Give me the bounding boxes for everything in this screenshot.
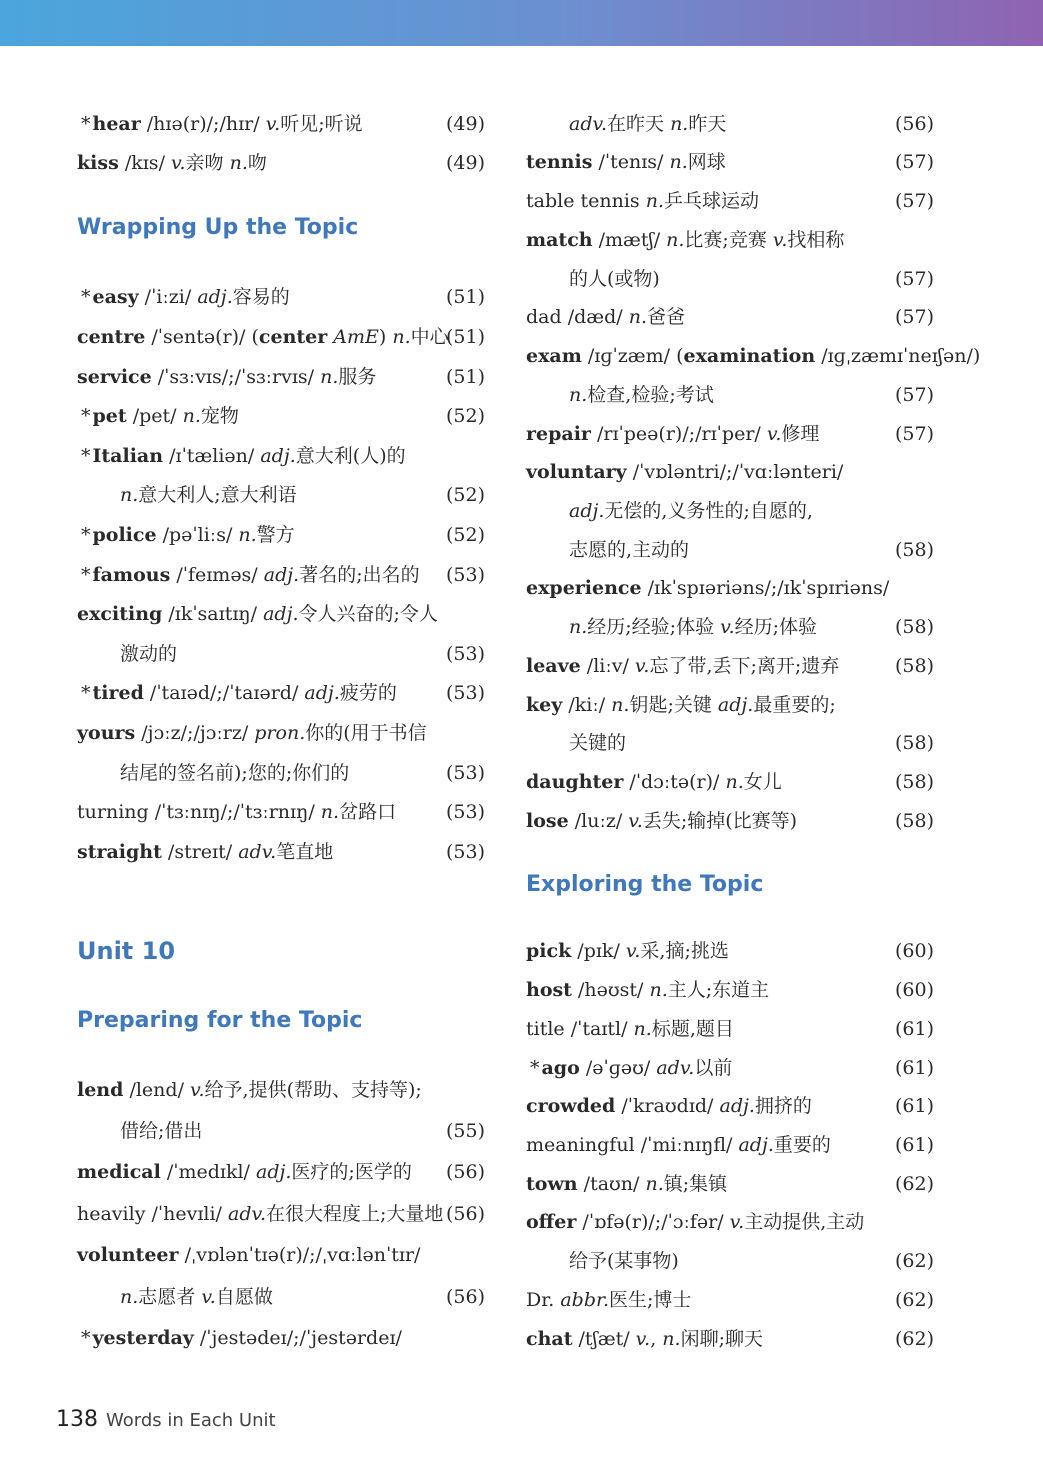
section-heading-wrapping: Wrapping Up the Topic [77, 215, 359, 240]
entry-yours-cont: 结尾的签名前);您的;你们的 (53) [120, 762, 485, 784]
entry-exciting: exciting /ɪkˈsaɪtɪŋ/ adj.令人兴奋的;令人 [77, 603, 438, 625]
entry-dad: dad /dæd/ n.爸爸 (57) [526, 306, 934, 328]
entry-easy: * easy /ˈiːzi/ adj.容易的 (51) [81, 286, 485, 308]
entry-italian: * Italian /ɪˈtæliən/ adj.意大利(人)的 [81, 445, 406, 467]
entry-experience: experience /ɪkˈspɪəriəns/;/ɪkˈspɪriəns/ [526, 577, 890, 599]
entry-lose: lose /luːz/ v.丢失;输掉(比赛等) (58) [526, 810, 934, 832]
entry-ago: * ago /əˈɡəʊ/ adv.以前 (61) [530, 1057, 934, 1079]
entry-pet: * pet /pet/ n.宠物 (52) [81, 405, 485, 427]
entry-exciting-cont: 激动的 (53) [120, 643, 485, 665]
unit-heading: Unit 10 [77, 937, 176, 965]
entry-yesterday: * yesterday /ˈjestədeɪ/;/ˈjestərdeɪ/ [81, 1327, 402, 1349]
entry-volunteer-cont: n.志愿者 v.自愿做 (56) [120, 1286, 485, 1308]
page-number: 138 [56, 1407, 98, 1432]
entry-volunteer: volunteer /ˌvɒlənˈtɪə(r)/;/ˌvɑːlənˈtɪr/ [77, 1244, 421, 1266]
footer-title: Words in Each Unit [106, 1410, 276, 1431]
entry-yesterday-cont: adv.在昨天 n.昨天 (56) [569, 113, 934, 135]
entry-offer: offer /ˈɒfə(r)/;/ˈɔːfər/ v.主动提供,主动 [526, 1211, 865, 1233]
entry-dr: Dr. abbr.医生;博士 (62) [526, 1289, 934, 1311]
entry-police: * police /pəˈliːs/ n.警方 (52) [81, 524, 485, 546]
entry-leave: leave /liːv/ v.忘了带,丢下;离开;遗弃 (58) [526, 655, 934, 677]
entry-voluntary-cont: adj.无偿的,义务性的;自愿的, [569, 500, 813, 522]
entry-exam-cont: n.检查,检验;考试 (57) [569, 384, 934, 406]
entry-voluntary-cont-2: 志愿的,主动的 (58) [569, 539, 934, 561]
entry-experience-cont: n.经历;经验;体验 v.经历;体验 (58) [569, 616, 934, 638]
entry-repair: repair /rɪˈpeə(r)/;/rɪˈper/ v.修理 (57) [526, 423, 934, 445]
entry-straight: straight /streɪt/ adv.笔直地 (53) [77, 841, 485, 863]
entry-pick: pick /pɪk/ v.采,摘;挑选 (60) [526, 940, 934, 962]
entry-voluntary: voluntary /ˈvɒləntri/;/ˈvɑːlənteri/ [526, 461, 844, 483]
entry-daughter: daughter /ˈdɔːtə(r)/ n.女儿 (58) [526, 771, 934, 793]
entry-match-cont: 的人(或物) (57) [569, 268, 934, 290]
entry-heavily: heavily /ˈhevɪli/ adv.在很大程度上;大量地 (56) [77, 1203, 485, 1225]
top-gradient-bar [0, 0, 1043, 46]
entry-famous: * famous /ˈfeɪməs/ adj.著名的;出名的 (53) [81, 564, 485, 586]
section-heading-preparing: Preparing for the Topic [77, 1008, 363, 1033]
entry-turning: turning /ˈtɜːnɪŋ/;/ˈtɜːrnɪŋ/ n.岔路口 (53) [77, 801, 485, 823]
entry-kiss: kiss /kɪs/ v.亲吻 n.吻 (49) [77, 152, 485, 174]
entry-tennis: tennis /ˈtenɪs/ n.网球 (57) [526, 151, 934, 173]
entry-host: host /həʊst/ n.主人;东道主 (60) [526, 979, 934, 1001]
entry-match: match /mætʃ/ n.比赛;竞赛 v.找相称 [526, 229, 845, 251]
page-footer [56, 1404, 276, 1436]
entry-town: town /taʊn/ n.镇;集镇 (62) [526, 1173, 934, 1195]
entry-meaningful: meaningful /ˈmiːnɪŋfl/ adj.重要的 (61) [526, 1134, 934, 1156]
entry-lend-cont: 借给;借出 (55) [120, 1120, 485, 1142]
entry-key-cont: 关键的 (58) [569, 732, 934, 754]
entry-crowded: crowded /ˈkraʊdɪd/ adj.拥挤的 (61) [526, 1095, 934, 1117]
entry-medical: medical /ˈmedɪkl/ adj.医疗的;医学的 (56) [77, 1161, 485, 1183]
entry-exam: exam /ɪɡˈzæm/ (examination /ɪɡˌzæmɪˈneɪʃən/) [526, 345, 981, 367]
entry-chat: chat /tʃæt/ v., n.闲聊;聊天 (62) [526, 1328, 934, 1350]
entry-hear: * hear /hɪə(r)/;/hɪr/ v.听见;听说 (49) [81, 113, 485, 135]
entry-service: service /ˈsɜːvɪs/;/ˈsɜːrvɪs/ n.服务 (51) [77, 366, 485, 388]
entry-lend: lend /lend/ v.给予,提供(帮助、支持等); [77, 1079, 422, 1101]
entry-offer-cont: 给予(某事物) (62) [569, 1250, 934, 1272]
entry-table-tennis: table tennis n.乒乓球运动 (57) [526, 190, 934, 212]
entry-key: key /kiː/ n.钥匙;关键 adj.最重要的; [526, 694, 836, 716]
entry-title: title /ˈtaɪtl/ n.标题,题目 (61) [526, 1018, 934, 1040]
entry-italian-cont: n.意大利人;意大利语 (52) [120, 484, 485, 506]
section-heading-exploring: Exploring the Topic [526, 872, 764, 897]
entry-yours: yours /jɔːz/;/jɔːrz/ pron.你的(用于书信 [77, 722, 427, 744]
entry-centre: centre /ˈsentə(r)/ (center AmE) n.中心 (51) [77, 326, 485, 348]
entry-tired: * tired /ˈtaɪəd/;/ˈtaɪərd/ adj.疲劳的 (53) [81, 682, 485, 704]
